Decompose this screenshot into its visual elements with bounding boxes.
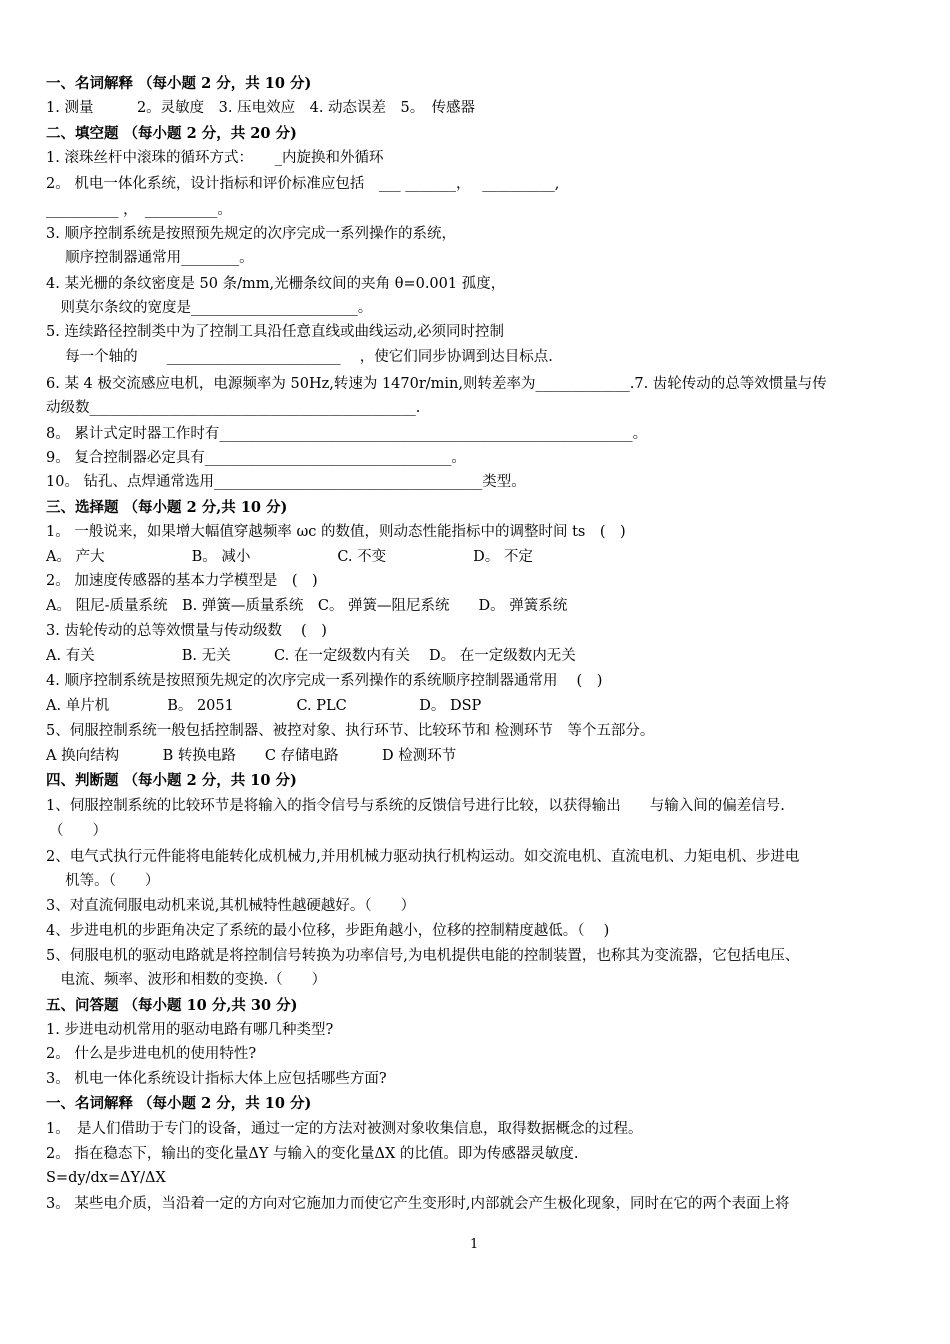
text-line: 1. 测量 2。灵敏度 3. 压电效应 4. 动态误差 5。 传感器 xyxy=(46,100,476,116)
text-line: 3、对直流伺服电动机来说,其机械特性越硬越好。（ ） xyxy=(46,898,416,914)
text-line: 1. 步进电动机常用的驱动电路有哪几种类型? xyxy=(46,1022,334,1038)
section-heading: 五、问答题 （每小题 10 分,共 30 分) xyxy=(46,997,298,1014)
text-line: 则莫尔条纹的宽度是_______________________。 xyxy=(46,300,373,316)
text-line: 2、电气式执行元件能将电能转化成机械力,并用机械力驱动执行机构运动。如交流电机、直流电机、力矩电机、步进电 xyxy=(46,849,800,865)
section-heading: 四、判断题 （每小题 2 分，共 10 分) xyxy=(46,772,297,789)
text-line: 2。 指在稳态下，输出的变化量ΔY 与输入的变化量ΔX 的比值。即为传感器灵敏度. xyxy=(46,1146,579,1162)
text-line: 6. 某 4 极交流感应电机，电源频率为 50Hz,转速为 1470r/min,则转差率为_____________.7. 齿轮传动的总等效惯量与传 xyxy=(46,376,827,392)
section-heading: 一、名词解释 （每小题 2 分，共 10 分) xyxy=(46,1095,312,1112)
text-line: A. 有关 B. 无关 C. 在一定级数内有关 D。 在一定级数内无关 xyxy=(46,648,576,664)
text-line: 2。 机电一体化系统，设计指标和评价标准应包括 ___ _______， __________, xyxy=(46,176,560,192)
text-line: 8。 累计式定时器工作时有_________________________________________________________。 xyxy=(46,426,648,442)
text-line: A。 阻尼-质量系统 B. 弹簧—质量系统 C。 弹簧—阻尼系统 D。 弹簧系统 xyxy=(46,598,568,614)
text-line: （ ） xyxy=(49,823,107,839)
text-line: 5、伺服电机的驱动电路就是将控制信号转换为功率信号,为电机提供电能的控制装置，也称其为变流器，它包括电压、 xyxy=(46,948,800,964)
text-line: 1. 滚珠丝杆中滚珠的循环方式： _内旋换和外循环 xyxy=(46,150,384,166)
text-line: 每一个轴的 ________________________ ，使它们同步协调到达目标点. xyxy=(46,349,553,365)
text-line: 1、伺服控制系统的比较环节是将输入的指令信号与系统的反馈信号进行比较，以获得输出 与输入间的偏差信号. xyxy=(46,798,785,814)
text-line: 9。 复合控制器必定具有__________________________________。 xyxy=(46,450,466,466)
text-line: 1。 是人们借助于专门的设备，通过一定的方法对被测对象收集信息，取得数据概念的过程。 xyxy=(46,1121,643,1137)
text-line: A 换向结构 B 转换电路 C 存储电路 D 检测环节 xyxy=(46,748,457,764)
text-line: 2。 什么是步进电机的使用特性? xyxy=(46,1046,257,1062)
text-line: 电流、频率、波形和相数的变换.（ ） xyxy=(46,972,327,988)
section-heading: 一、名词解释 （每小题 2 分，共 10 分) xyxy=(46,75,312,92)
text-line: 顺序控制器通常用________。 xyxy=(46,250,254,266)
text-line: 动级数_____________________________________________. xyxy=(46,400,421,416)
text-line: S=dy/dx=ΔY/ΔX xyxy=(46,1170,166,1186)
text-line: 3。 机电一体化系统设计指标大体上应包括哪些方面? xyxy=(46,1071,387,1087)
page-number: 1 xyxy=(470,1237,479,1252)
text-line: 5. 连续路径控制类中为了控制工具沿任意直线或曲线运动,必须同时控制 xyxy=(46,324,505,340)
section-heading: 二、填空题 （每小题 2 分，共 20 分) xyxy=(46,125,297,142)
text-line: 2。 加速度传感器的基本力学模型是 ( ) xyxy=(46,573,318,589)
text-line: A。 产大 B。 减小 C. 不变 D。 不定 xyxy=(46,549,533,565)
section-heading: 三、选择题 （每小题 2 分,共 10 分) xyxy=(46,499,288,516)
text-line: 3。 某些电介质，当沿着一定的方向对它施加力而使它产生变形时,内部就会产生极化现象，同时在它的两个表面上将 xyxy=(46,1196,790,1212)
text-line: 1。 一般说来，如果增大幅值穿越频率 ωc 的数值，则动态性能指标中的调整时间 ts ( ) xyxy=(46,524,626,540)
text-line: A. 单片机 B。 2051 C. PLC D。 DSP xyxy=(46,698,482,714)
text-line: 5、伺服控制系统一般包括控制器、被控对象、执行环节、比较环节和 检测环节 等个五部分。 xyxy=(46,723,655,739)
text-line: 10。 钻孔、点焊通常选用_____________________________________类型。 xyxy=(46,474,526,490)
text-line: 4、步进电机的步距角决定了系统的最小位移，步距角越小，位移的控制精度越低。（ ) xyxy=(46,923,610,939)
text-line: 4. 顺序控制系统是按照预先规定的次序完成一系列操作的系统顺序控制器通常用 ( ) xyxy=(46,673,603,689)
text-line: 3. 顺序控制系统是按照预先规定的次序完成一系列操作的系统， xyxy=(46,226,456,242)
text-line: 4. 某光栅的条纹密度是 50 条/mm,光栅条纹间的夹角 θ=0.001 孤度， xyxy=(46,276,506,292)
text-line: 3. 齿轮传动的总等效惯量与传动级数 ( ) xyxy=(46,623,327,639)
text-line: 机等。（ ） xyxy=(46,873,160,889)
text-line: __________ ， __________。 xyxy=(46,202,232,218)
